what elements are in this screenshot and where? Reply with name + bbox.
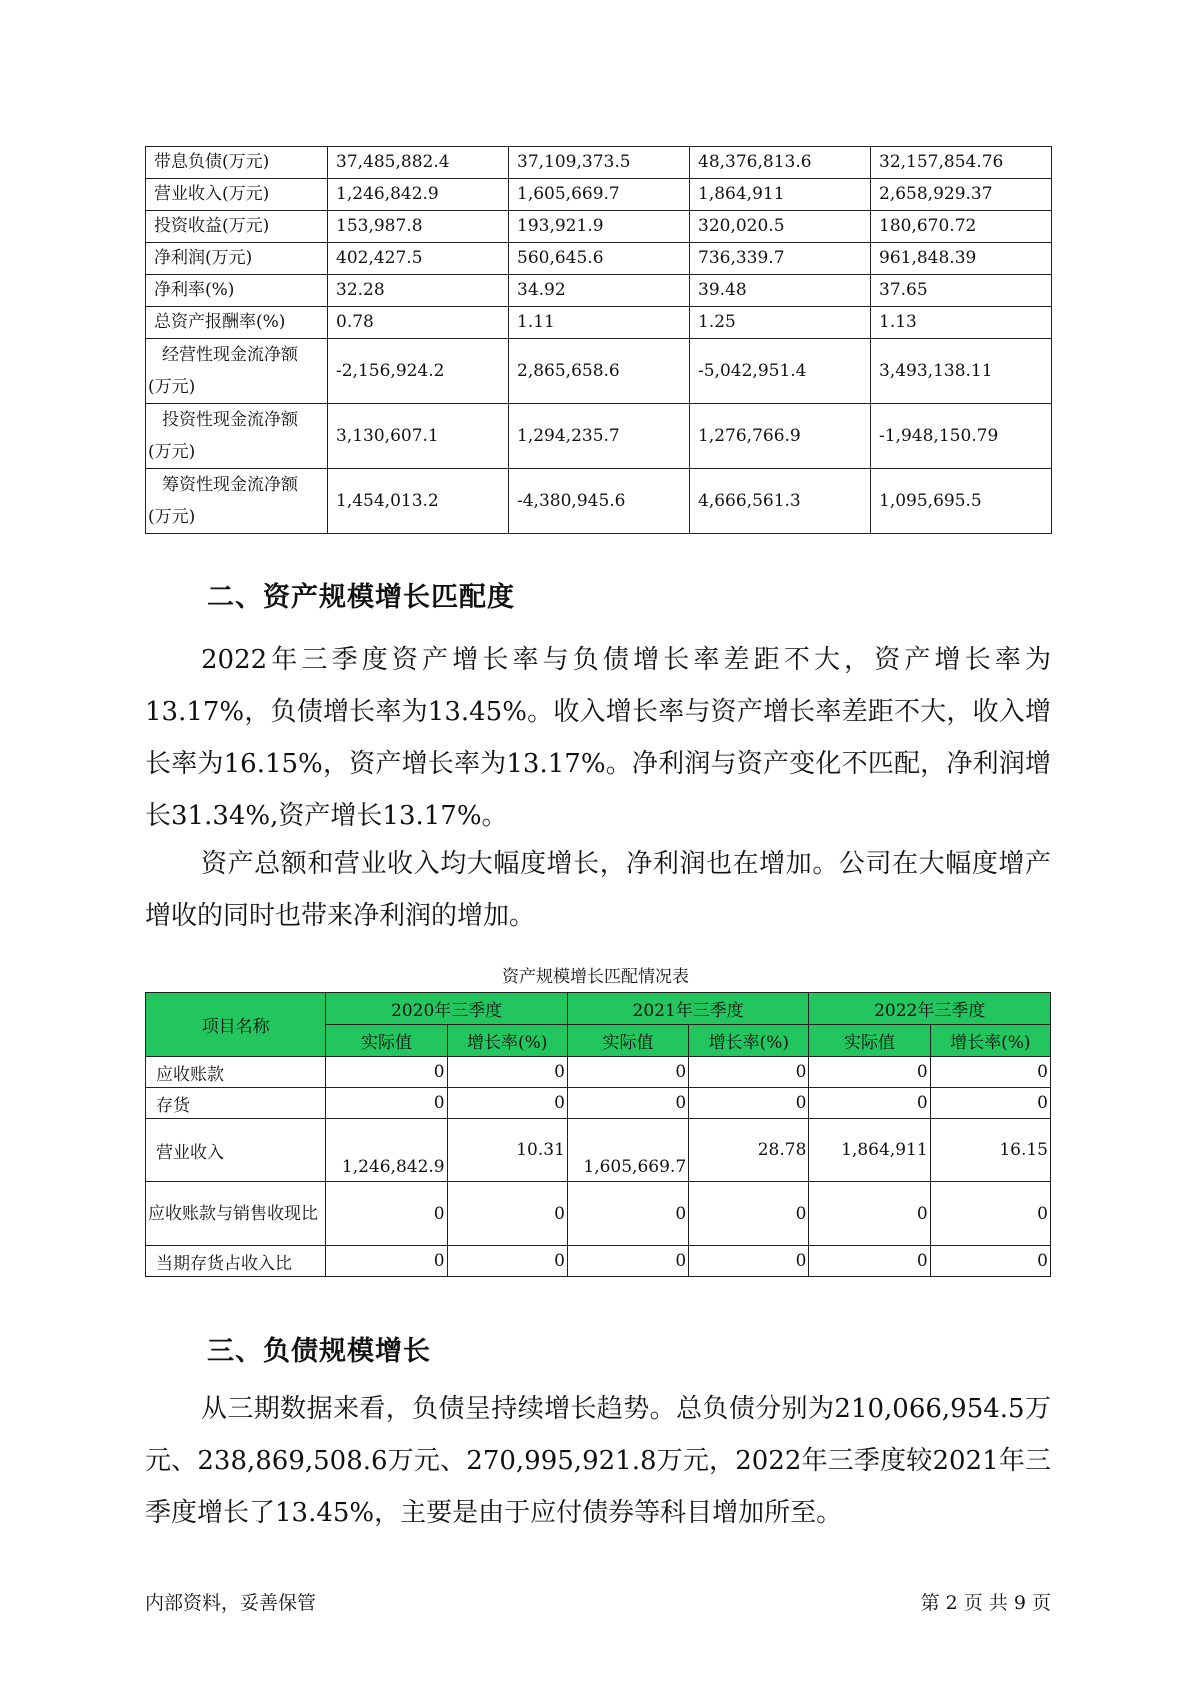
- period-header: 2022年三季度: [809, 993, 1051, 1025]
- table-cell: 1,276,766.9: [690, 404, 871, 469]
- table-cell: 402,427.5: [328, 243, 509, 275]
- row-label: 投资收益(万元): [146, 211, 328, 243]
- growth-rate-header: 增长率(%): [930, 1025, 1050, 1057]
- table-cell: -1,948,150.79: [871, 404, 1052, 469]
- table-cell: 1,246,842.9: [326, 1119, 447, 1182]
- table-cell: 32,157,854.76: [871, 147, 1052, 179]
- table-cell: -4,380,945.6: [509, 469, 690, 534]
- row-label-line1: 经营性现金流净额: [162, 345, 298, 365]
- section-heading: 二、资产规模增长匹配度: [207, 582, 515, 613]
- table-cell: 1,864,911: [809, 1119, 930, 1182]
- table-row: [146, 469, 1052, 534]
- table-cell: 0: [930, 1182, 1050, 1246]
- table-cell: 16.15: [930, 1119, 1050, 1182]
- table-cell: 0: [447, 1088, 567, 1119]
- paragraph: 从三期数据来看，负债呈持续增长趋势。总负债分别为210,066,954.5万元、238,869,508.6万元、270,995,921.8万元，2022年三季度较2021年三季度增长了13.45%，主要是由于应付债券等科目增加所至。: [145, 1394, 1051, 1528]
- table-row: [146, 1246, 1051, 1277]
- row-label: 带息负债(万元): [146, 147, 328, 179]
- table-cell: 1.25: [690, 307, 871, 339]
- table-cell: 0: [326, 1182, 447, 1246]
- asset-growth-match-table: [145, 992, 1051, 1277]
- growth-rate-header: 增长率(%): [447, 1025, 567, 1057]
- table-cell: 1,605,669.7: [509, 179, 690, 211]
- table-cell: 10.31: [447, 1119, 567, 1182]
- table-row: [146, 275, 1052, 307]
- page-number: 第 2 页 共 9 页: [920, 1592, 1051, 1614]
- table-cell: 32.28: [328, 275, 509, 307]
- table-cell: 0: [567, 1246, 688, 1277]
- table-cell: 48,376,813.6: [690, 147, 871, 179]
- table-cell: 0: [689, 1246, 809, 1277]
- row-label: [146, 469, 328, 534]
- table-caption: 资产规模增长匹配情况表: [502, 967, 689, 987]
- section-heading: 三、负债规模增长: [207, 1336, 431, 1367]
- row-label-line2: (万元): [148, 377, 196, 397]
- table-cell: 37,485,882.4: [328, 147, 509, 179]
- row-label: 应收账款: [146, 1057, 326, 1088]
- table-cell: 180,670.72: [871, 211, 1052, 243]
- actual-value-header: 实际值: [567, 1025, 688, 1057]
- row-label: 营业收入(万元): [146, 179, 328, 211]
- period-header: 2021年三季度: [567, 993, 809, 1025]
- table-cell: 1,294,235.7: [509, 404, 690, 469]
- growth-rate-header: 增长率(%): [689, 1025, 809, 1057]
- table-cell: 37,109,373.5: [509, 147, 690, 179]
- actual-value-header: 实际值: [326, 1025, 447, 1057]
- table-cell: 1,864,911: [690, 179, 871, 211]
- table-cell: 1,095,695.5: [871, 469, 1052, 534]
- table-cell: 1,246,842.9: [328, 179, 509, 211]
- row-label-line2: (万元): [148, 442, 196, 462]
- table-cell: 1,454,013.2: [328, 469, 509, 534]
- row-label: [146, 404, 328, 469]
- row-label: 营业收入: [146, 1119, 326, 1182]
- table-cell: 0: [326, 1057, 447, 1088]
- table-cell: 0: [447, 1246, 567, 1277]
- table-row: [146, 1182, 1051, 1246]
- table-cell: 0: [930, 1057, 1050, 1088]
- table-cell: 3,493,138.11: [871, 339, 1052, 404]
- table-cell: 193,921.9: [509, 211, 690, 243]
- period-header: 2020年三季度: [326, 993, 568, 1025]
- table-cell: 0: [447, 1057, 567, 1088]
- table-cell: 153,987.8: [328, 211, 509, 243]
- row-label-line1: 投资性现金流净额: [162, 410, 298, 430]
- row-label-line1: 筹资性现金流净额: [162, 475, 298, 495]
- table-cell: 0: [567, 1057, 688, 1088]
- table-cell: 0: [689, 1088, 809, 1119]
- table-cell: 0: [809, 1246, 930, 1277]
- table-row: [146, 179, 1052, 211]
- table-cell: 34.92: [509, 275, 690, 307]
- row-label-text: 应收账款与销售收现比: [148, 1203, 318, 1224]
- table-row: [146, 243, 1052, 275]
- table-cell: 0: [447, 1182, 567, 1246]
- table-row: [146, 404, 1052, 469]
- paragraph: 资产总额和营业收入均大幅度增长，净利润也在增加。公司在大幅度增产增收的同时也带来净利润的增加。: [145, 849, 1051, 931]
- table-cell: 0: [930, 1246, 1050, 1277]
- table-header-row: [146, 993, 1051, 1025]
- table-cell: 1.13: [871, 307, 1052, 339]
- table-cell: 0: [567, 1182, 688, 1246]
- table-row: [146, 147, 1052, 179]
- row-label-line2: (万元): [148, 507, 196, 527]
- table-row: [146, 307, 1052, 339]
- table-cell: 0.78: [328, 307, 509, 339]
- table-cell: 4,666,561.3: [690, 469, 871, 534]
- table-row: [146, 211, 1052, 243]
- table-cell: 1,605,669.7: [567, 1119, 688, 1182]
- table-cell: 2,865,658.6: [509, 339, 690, 404]
- table-row: [146, 1119, 1051, 1182]
- table-cell: 961,848.39: [871, 243, 1052, 275]
- table-cell: 37.65: [871, 275, 1052, 307]
- row-label: 净利润(万元): [146, 243, 328, 275]
- table-cell: 28.78: [689, 1119, 809, 1182]
- item-header: 项目名称: [146, 993, 326, 1057]
- paragraph: 2022年三季度资产增长率与负债增长率差距不大，资产增长率为13.17%，负债增长率为13.45%。收入增长率与资产增长率差距不大，收入增长率为16.15%，资产增长率为13.17%。净利润与资产变化不匹配，净利润增长31.34%,资产增长13.17%。: [145, 645, 1051, 831]
- row-label: 净利率(%): [146, 275, 328, 307]
- table-cell: 0: [567, 1088, 688, 1119]
- footer-confidential-note: 内部资料，妥善保管: [145, 1592, 317, 1614]
- table-row: [146, 1057, 1051, 1088]
- row-label: 存货: [146, 1088, 326, 1119]
- table-row: [146, 1088, 1051, 1119]
- table-cell: 0: [326, 1088, 447, 1119]
- financial-indicators-table: [145, 146, 1052, 534]
- table-cell: 0: [326, 1246, 447, 1277]
- row-label: 当期存货占收入比: [146, 1246, 326, 1277]
- row-label: [146, 1182, 326, 1246]
- row-label: [146, 339, 328, 404]
- table-cell: 0: [689, 1182, 809, 1246]
- table-cell: 0: [930, 1088, 1050, 1119]
- table-cell: 1.11: [509, 307, 690, 339]
- table-cell: 0: [809, 1057, 930, 1088]
- table-cell: 3,130,607.1: [328, 404, 509, 469]
- table-cell: 0: [809, 1088, 930, 1119]
- table-cell: 320,020.5: [690, 211, 871, 243]
- row-label: 总资产报酬率(%): [146, 307, 328, 339]
- actual-value-header: 实际值: [809, 1025, 930, 1057]
- table-row: [146, 339, 1052, 404]
- table-cell: 2,658,929.37: [871, 179, 1052, 211]
- table-cell: -5,042,951.4: [690, 339, 871, 404]
- table-cell: 39.48: [690, 275, 871, 307]
- table-cell: 0: [809, 1182, 930, 1246]
- table-cell: -2,156,924.2: [328, 339, 509, 404]
- table-cell: 736,339.7: [690, 243, 871, 275]
- table-cell: 560,645.6: [509, 243, 690, 275]
- table-cell: 0: [689, 1057, 809, 1088]
